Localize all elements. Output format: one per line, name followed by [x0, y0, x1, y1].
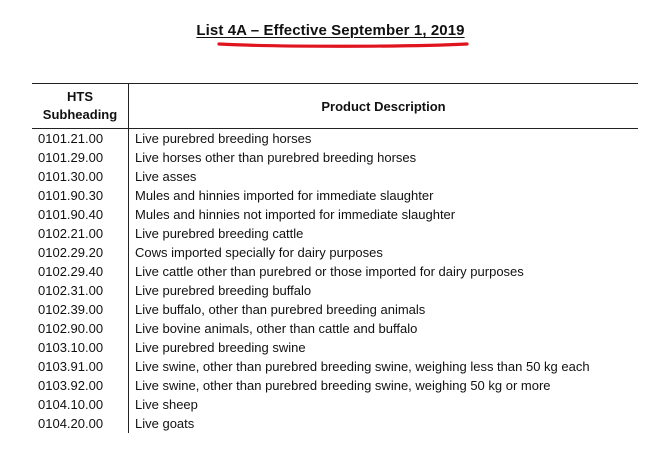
table-row [32, 167, 638, 186]
product-description-cell: Live sheep [135, 397, 198, 412]
red-highlight-stroke [219, 44, 467, 46]
product-description-cell: Cows imported specially for dairy purposes [135, 245, 383, 260]
product-description-cell: Live asses [135, 169, 197, 184]
header-row [32, 84, 638, 129]
product-description-cell: Live purebred breeding buffalo [135, 283, 312, 298]
hts-code-cell: 0102.29.40 [32, 262, 129, 281]
product-description-cell: Live cattle other than purebred or those imported for dairy purposes [135, 264, 524, 279]
document-title: List 4A – Effective September 1, 2019 [196, 22, 465, 39]
red-highlight-underline [216, 40, 470, 50]
table-row [32, 148, 638, 167]
hts-code-cell: 0101.90.30 [32, 186, 129, 205]
table-row [32, 186, 638, 205]
table-row [32, 376, 638, 395]
hts-code-cell: 0102.21.00 [32, 224, 129, 243]
table-row [32, 262, 638, 281]
product-description-cell: Live buffalo, other than purebred breeding animals [135, 302, 426, 317]
title-area [0, 22, 661, 40]
product-description-cell: Live swine, other than purebred breeding swine, weighing 50 kg or more [135, 378, 551, 393]
table-row [32, 338, 638, 357]
hts-subheading-header [32, 84, 129, 129]
table-body [32, 129, 638, 434]
table-row [32, 205, 638, 224]
table-row [32, 300, 638, 319]
hts-header-line2: Subheading [42, 107, 118, 122]
hts-code-cell: 0102.90.00 [32, 319, 129, 338]
product-description-cell: Live horses other than purebred breeding horses [135, 150, 417, 165]
product-description-header: Product Description [129, 84, 639, 129]
tariff-list-table-container [32, 83, 638, 433]
product-description-cell: Live goats [135, 416, 195, 431]
product-description-cell: Live purebred breeding swine [135, 340, 306, 355]
product-description-cell: Mules and hinnies not imported for immediate slaughter [135, 207, 456, 222]
table-row [32, 414, 638, 433]
table-row [32, 129, 638, 149]
hts-code-cell: 0104.20.00 [32, 414, 129, 433]
table-row [32, 281, 638, 300]
product-description-cell: Live purebred breeding horses [135, 131, 312, 146]
table-row [32, 319, 638, 338]
product-description-cell: Live swine, other than purebred breeding swine, weighing less than 50 kg each [135, 359, 590, 374]
hts-code-cell: 0102.31.00 [32, 281, 129, 300]
hts-code-cell: 0101.30.00 [32, 167, 129, 186]
product-description-cell: Mules and hinnies imported for immediate slaughter [135, 188, 434, 203]
hts-code-cell: 0102.39.00 [32, 300, 129, 319]
table-row [32, 224, 638, 243]
table-row [32, 395, 638, 414]
product-description-cell: Live bovine animals, other than cattle and buffalo [135, 321, 418, 336]
hts-code-cell: 0103.10.00 [32, 338, 129, 357]
tariff-list-table [32, 83, 638, 433]
hts-code-cell: 0104.10.00 [32, 395, 129, 414]
table-row [32, 243, 638, 262]
hts-code-cell: 0102.29.20 [32, 243, 129, 262]
product-description-cell: Live purebred breeding cattle [135, 226, 304, 241]
table-row [32, 357, 638, 376]
hts-code-cell: 0103.91.00 [32, 357, 129, 376]
table-header [32, 84, 638, 129]
hts-code-cell: 0103.92.00 [32, 376, 129, 395]
hts-header-line1: HTS [67, 89, 93, 104]
hts-code-cell: 0101.90.40 [32, 205, 129, 224]
hts-code-cell: 0101.21.00 [32, 129, 129, 149]
hts-code-cell: 0101.29.00 [32, 148, 129, 167]
